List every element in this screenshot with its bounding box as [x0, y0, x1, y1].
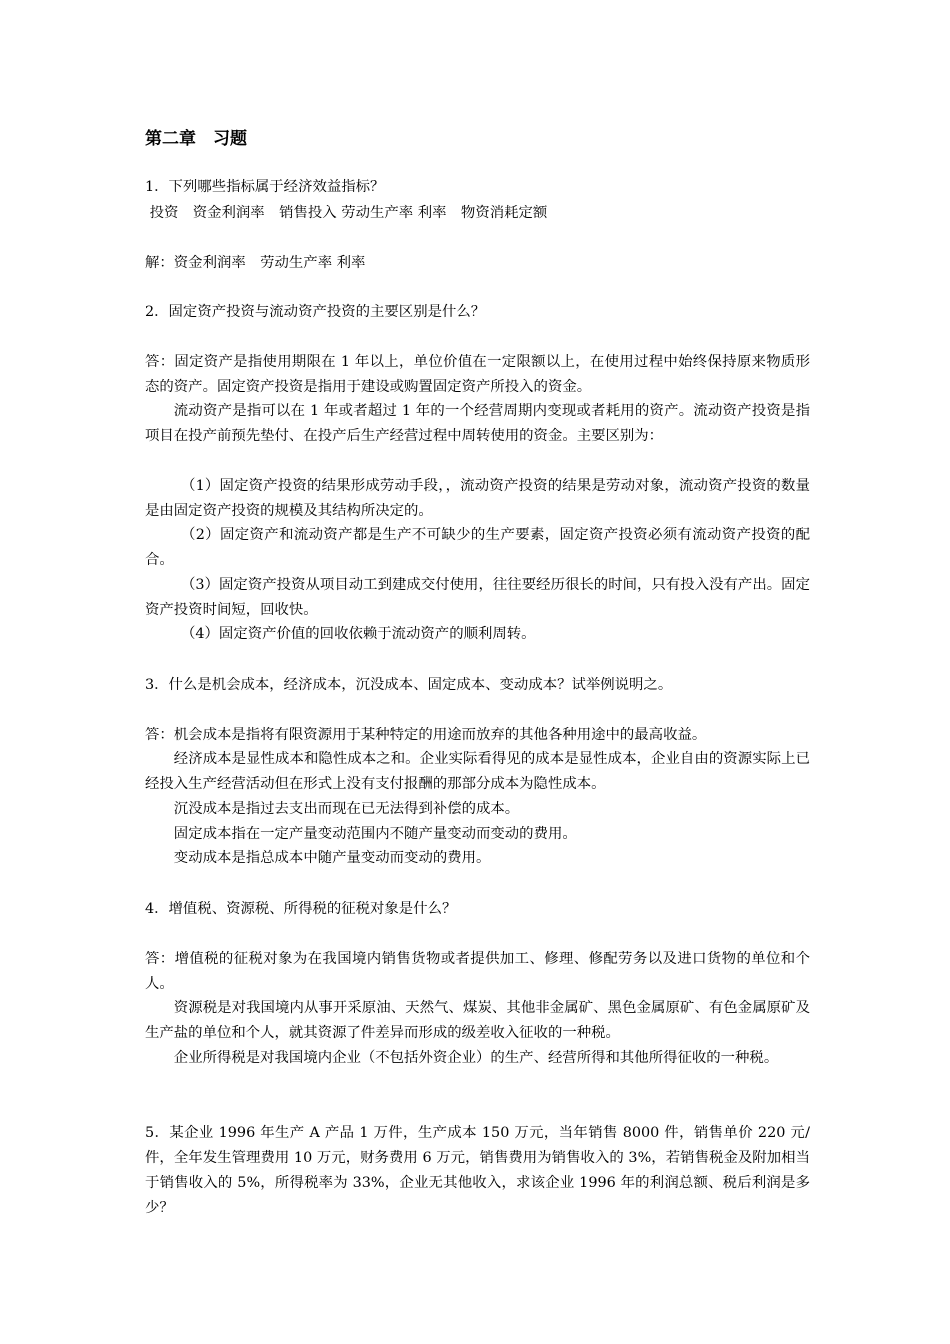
chapter-title: 第二章 习题	[145, 129, 247, 149]
q2-answer-p2: 流动资产是指可以在 1 年或者超过 1 年的一个经营周期内变现或者耗用的资产。流动资产投资是指项目在投产前预先垫付、在投产后生产经营过程中周转使用的资金。主要区别为：	[145, 403, 810, 444]
q1-options: 投资 资金利润率 销售投入 劳动生产率 利率 物资消耗定额	[145, 205, 548, 221]
q3-answer-p4: 固定成本指在一定产量变动范围内不随产量变动而变动的费用。	[173, 826, 577, 842]
q4-question: 4．增值税、资源税、所得税的征税对象是什么？	[145, 901, 457, 917]
q1-answer: 解：资金利润率 劳动生产率 利率	[145, 255, 366, 271]
q4-answer-p2: 资源税是对我国境内从事开采原油、天然气、煤炭、其他非金属矿、黑色金属原矿、有色金属原矿及生产盐的单位和个人，就其资源了件差异而形成的级差收入征收的一种税。	[145, 1000, 810, 1041]
q2-answer-p3: （1）固定资产投资的结果形成劳动手段，，流动资产投资的结果是劳动对象，流动资产投资的数量是由固定资产投资的规模及其结构所决定的。	[145, 478, 810, 519]
q1-question: 1．下列哪些指标属于经济效益指标？	[145, 179, 385, 195]
q4-answer-p1: 答：增值税的征税对象为在我国境内销售货物或者提供加工、修理、修配劳务以及进口货物的单位和个人。	[145, 951, 810, 992]
q4-answer-p3: 企业所得税是对我国境内企业（不包括外资企业）的生产、经营所得和其他所得征收的一种税。	[173, 1050, 779, 1066]
q3-answer-p3: 沉没成本是指过去支出而现在已无法得到补偿的成本。	[173, 801, 520, 817]
q2-answer-p4: （2）固定资产和流动资产都是生产不可缺少的生产要素，固定资产投资必须有流动资产投资的配合。	[145, 527, 810, 568]
q3-answer-p5: 变动成本是指总成本中随产量变动而变动的费用。	[173, 850, 491, 866]
q5-question: 5．某企业 1996 年生产 A 产品 1 万件，生产成本 150 万元，当年销售 8000 件，销售单价 220 元/件，全年发生管理费用 10 万元，财务费用 6 万元，销售费用为销售收入的 3%，若销售税金及附加相当于销售收入的 5%，所得税率为 33%，企业无其他收入，求该企业 1996 年的利润总额、税后利润是多少？	[145, 1125, 810, 1216]
q2-question: 2．固定资产投资与流动资产投资的主要区别是什么？	[145, 304, 486, 320]
q3-question: 3．什么是机会成本，经济成本，沉没成本、固定成本、变动成本？试举例说明之。	[145, 677, 673, 693]
q2-answer-p5: （3）固定资产投资从项目动工到建成交付使用，往往要经历很长的时间，只有投入没有产出。固定资产投资时间短，回收快。	[145, 577, 810, 618]
q2-answer-p6: （4）固定资产价值的回收依赖于流动资产的顺利周转。	[181, 626, 536, 642]
q3-answer-p2: 经济成本是显性成本和隐性成本之和。企业实际看得见的成本是显性成本，企业自由的资源实际上已经投入生产经营活动但在形式上没有支付报酬的那部分成本为隐性成本。	[145, 751, 810, 792]
q2-answer-p1: 答：固定资产是指使用期限在 1 年以上，单位价值在一定限额以上，在使用过程中始终保持原来物质形态的资产。固定资产投资是指用于建设或购置固定资产所投入的资金。	[145, 354, 810, 395]
q3-answer-p1: 答：机会成本是指将有限资源用于某种特定的用途而放弃的其他各种用途中的最高收益。	[145, 727, 707, 743]
